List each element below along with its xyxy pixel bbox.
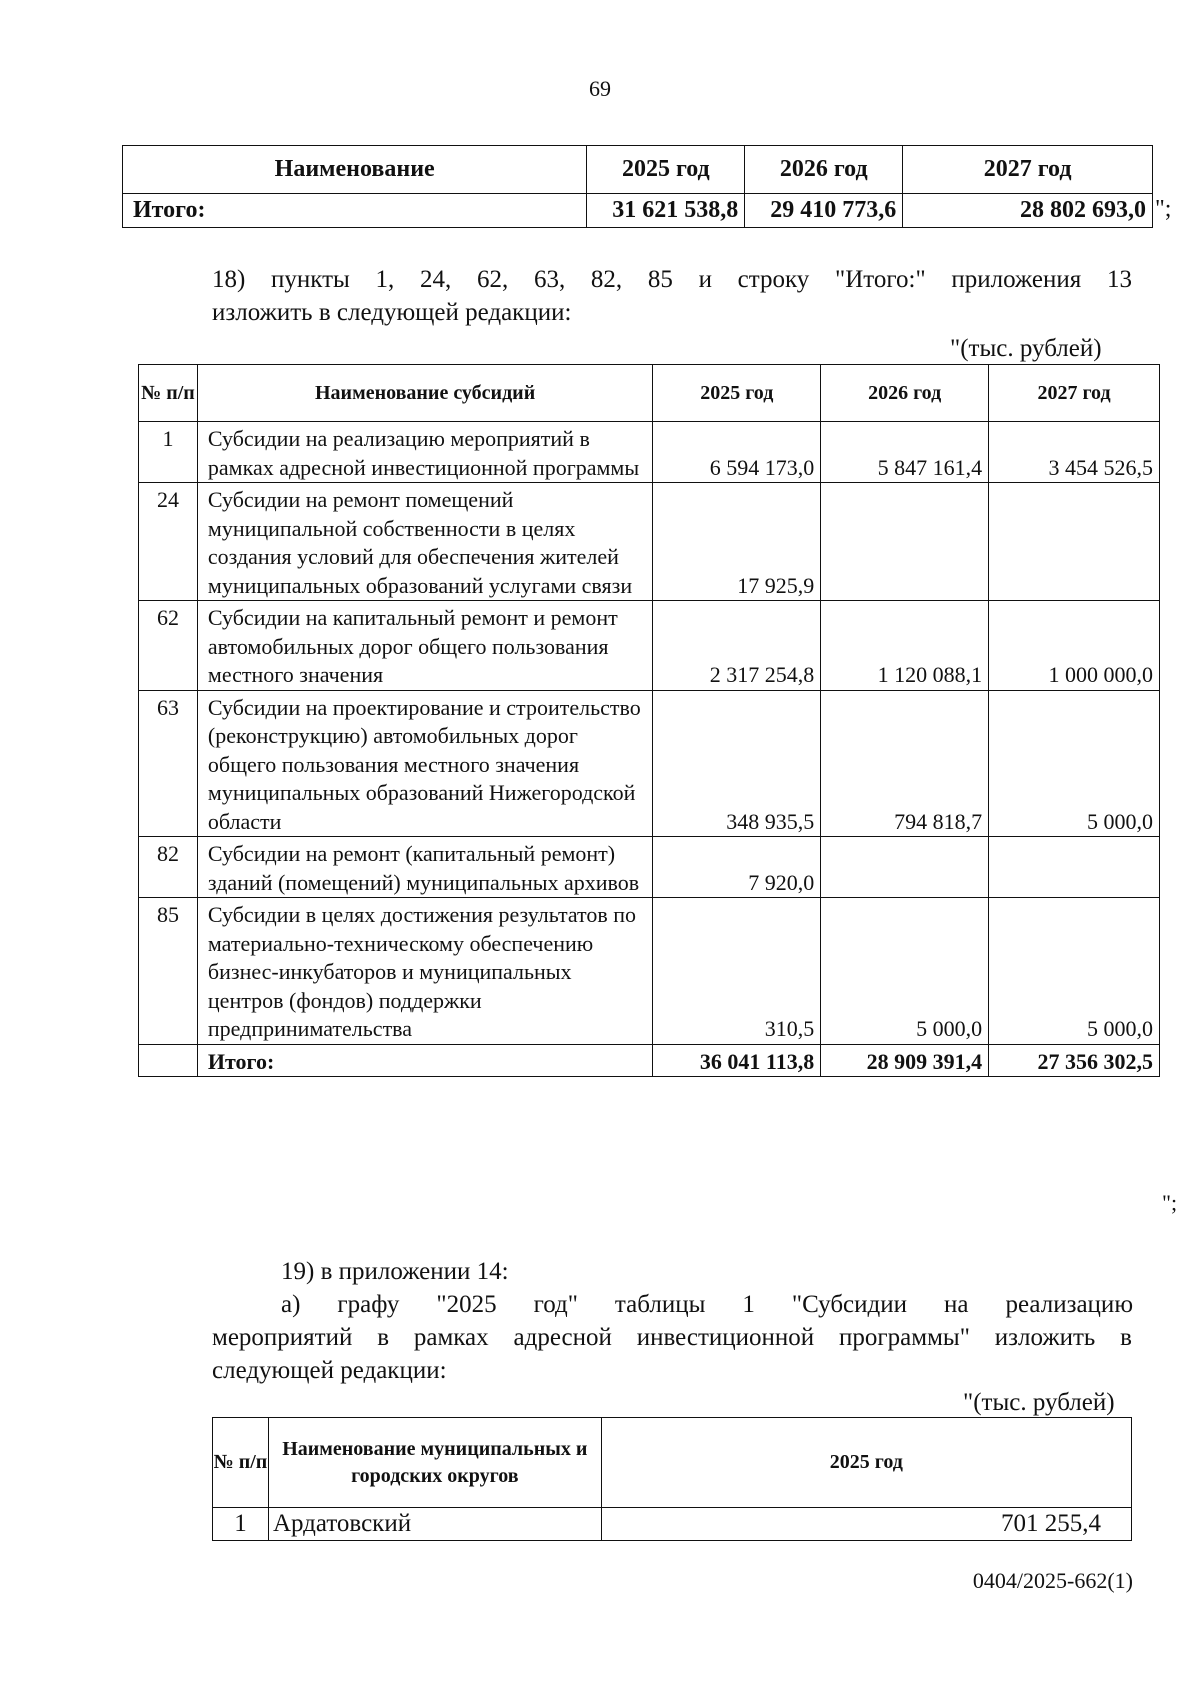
header-2026: 2026 год xyxy=(745,146,903,194)
header-name: Наименование муниципальных и городских округов xyxy=(268,1418,601,1508)
para19-line4: следующей редакции: xyxy=(212,1357,447,1384)
row-2027: 5 000,0 xyxy=(989,690,1160,837)
total-2026: 28 909 391,4 xyxy=(821,1044,989,1077)
row-2025: 701 255,4 xyxy=(601,1508,1131,1541)
row-number: 1 xyxy=(213,1508,269,1541)
table1-end-mark: "; xyxy=(1155,196,1172,222)
header-2026: 2026 год xyxy=(821,365,989,422)
row-2027: 5 000,0 xyxy=(989,898,1160,1045)
header-2027: 2027 год xyxy=(989,365,1160,422)
row-2027: 1 000 000,0 xyxy=(989,601,1160,691)
subsidies-table xyxy=(138,364,1160,1077)
row-name: Субсидии в целях достижения результатов по материально-техническому обеспечению бизнес-инкубаторов и муниципальных центров (фондов) поддержки предпринимательства xyxy=(197,898,652,1045)
header-no: № п/п xyxy=(139,365,198,422)
table-header-row xyxy=(139,365,1160,422)
row-2026: 5 000,0 xyxy=(821,898,989,1045)
header-2025: 2025 год xyxy=(587,146,745,194)
row-name: Субсидии на реализацию мероприятий в рамках адресной инвестиционной программы xyxy=(197,422,652,483)
total-row xyxy=(139,1044,1160,1077)
row-2025: 17 925,9 xyxy=(653,483,821,601)
row-number: 24 xyxy=(139,483,198,601)
header-name: Наименование xyxy=(123,146,587,194)
header-2025: 2025 год xyxy=(653,365,821,422)
para18-line2: изложить в следующей редакции: xyxy=(212,299,572,326)
table-row xyxy=(139,837,1160,898)
total-2026: 29 410 773,6 xyxy=(745,194,903,228)
row-number: 63 xyxy=(139,690,198,837)
row-2026: 794 818,7 xyxy=(821,690,989,837)
total-label: Итого: xyxy=(123,194,587,228)
unit-label: "(тыс. рублей) xyxy=(963,1389,1115,1416)
total-2025: 36 041 113,8 xyxy=(653,1044,821,1077)
total-empty-cell xyxy=(139,1044,198,1077)
row-2025: 7 920,0 xyxy=(653,837,821,898)
row-name: Субсидии на капитальный ремонт и ремонт автомобильных дорог общего пользования местного значения xyxy=(197,601,652,691)
table-row xyxy=(139,690,1160,837)
row-2027 xyxy=(989,483,1160,601)
row-number: 62 xyxy=(139,601,198,691)
para19-line2: а) графу "2025 год" таблицы 1 "Субсидии на реализацию xyxy=(281,1291,1133,1318)
total-label: Итого: xyxy=(197,1044,652,1077)
row-number: 85 xyxy=(139,898,198,1045)
row-name: Ардатовский xyxy=(268,1508,601,1541)
header-2027: 2027 год xyxy=(903,146,1153,194)
row-name: Субсидии на ремонт помещений муниципальной собственности в целях создания условий для обеспечения жителей муниципальных образований услугами связи xyxy=(197,483,652,601)
table-row xyxy=(139,601,1160,691)
header-no: № п/п xyxy=(213,1418,269,1508)
page-number: 69 xyxy=(589,76,611,101)
para19-line3: мероприятий в рамках адресной инвестиционной программы" изложить в xyxy=(212,1324,1132,1351)
row-number: 82 xyxy=(139,837,198,898)
row-2025: 348 935,5 xyxy=(653,690,821,837)
para19-line1: 19) в приложении 14: xyxy=(281,1258,509,1285)
summary-total-table xyxy=(122,145,1153,228)
table-row xyxy=(139,483,1160,601)
header-name: Наименование субсидий xyxy=(197,365,652,422)
table-header-row xyxy=(123,146,1153,194)
table-row xyxy=(213,1508,1132,1541)
row-2027: 3 454 526,5 xyxy=(989,422,1160,483)
total-2025: 31 621 538,8 xyxy=(587,194,745,228)
document-code: 0404/2025-662(1) xyxy=(972,1568,1133,1593)
table2-end-mark: "; xyxy=(1162,1190,1178,1215)
row-2025: 6 594 173,0 xyxy=(653,422,821,483)
table-row xyxy=(139,422,1160,483)
row-2027 xyxy=(989,837,1160,898)
row-2026: 5 847 161,4 xyxy=(821,422,989,483)
total-2027: 27 356 302,5 xyxy=(989,1044,1160,1077)
row-name: Субсидии на проектирование и строительство (реконструкцию) автомобильных дорог общего пользования местного значения муниципальных образований Нижегородской области xyxy=(197,690,652,837)
row-number: 1 xyxy=(139,422,198,483)
row-2026 xyxy=(821,837,989,898)
unit-label: "(тыс. рублей) xyxy=(950,335,1102,362)
row-2026: 1 120 088,1 xyxy=(821,601,989,691)
table-row xyxy=(139,898,1160,1045)
table-header-row xyxy=(213,1418,1132,1508)
row-2025: 2 317 254,8 xyxy=(653,601,821,691)
total-row xyxy=(123,194,1153,228)
row-2026 xyxy=(821,483,989,601)
para18-line1: 18) пункты 1, 24, 62, 63, 82, 85 и строку "Итого:" приложения 13 xyxy=(212,266,1132,293)
municipalities-table xyxy=(212,1417,1132,1541)
header-2025: 2025 год xyxy=(601,1418,1131,1508)
row-name: Субсидии на ремонт (капитальный ремонт) зданий (помещений) муниципальных архивов xyxy=(197,837,652,898)
row-2025: 310,5 xyxy=(653,898,821,1045)
total-2027: 28 802 693,0 xyxy=(903,194,1153,228)
